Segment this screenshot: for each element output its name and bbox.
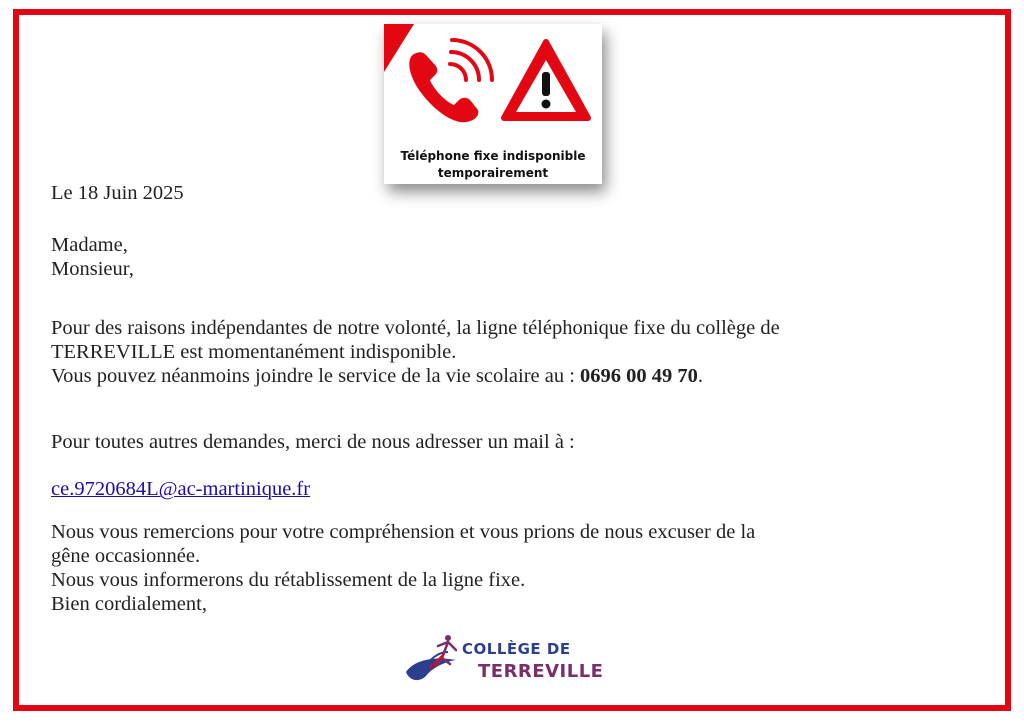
notice-caption-line1: Téléphone fixe indisponible [400, 149, 586, 163]
phone-number: 0696 00 49 70 [580, 365, 698, 387]
salutation-monsieur: Monsieur, [51, 258, 134, 280]
logo-line2: TERREVILLE [478, 661, 604, 682]
paragraph-line [51, 364, 991, 388]
paragraph-line: gêne occasionnée. [51, 545, 201, 567]
letter-date: Le 18 Juin 2025 [51, 182, 184, 204]
paragraph-line: Pour des raisons indépendantes de notre volonté, la ligne téléphonique fixe du collège de [51, 317, 780, 339]
paragraph-closing [51, 520, 951, 616]
paragraph-line: Nous vous remercions pour votre compréhension et vous prions de nous excuser de la [51, 521, 756, 543]
salutation-madame: Madame, [51, 234, 128, 256]
notice-caption-line2: temporairement [437, 166, 549, 180]
salutation [51, 233, 134, 281]
phone-ringing-icon [409, 40, 492, 122]
warning-triangle-icon [504, 42, 588, 118]
contact-suffix: . [697, 365, 704, 387]
notice-caption [384, 148, 602, 182]
paragraph-line: Nous vous informerons du rétablissement de la ligne fixe. [51, 569, 526, 591]
closing-line: Bien cordialement, [51, 593, 207, 615]
contact-prefix: Vous pouvez néanmoins joindre le service de la vie scolaire au : [51, 365, 581, 387]
logo-line1: COLLÈGE DE [462, 640, 571, 658]
paragraph-unavailable [51, 316, 991, 388]
notice-image [384, 24, 602, 184]
email-link[interactable]: ce.9720684L@ac-martinique.fr [51, 478, 311, 500]
paragraph-other-requests: Pour toutes autres demandes, merci de nous adresser un mail à : [51, 431, 575, 453]
paragraph-line: TERREVILLE est momentanément indisponible. [51, 341, 457, 363]
college-logo [404, 630, 604, 686]
